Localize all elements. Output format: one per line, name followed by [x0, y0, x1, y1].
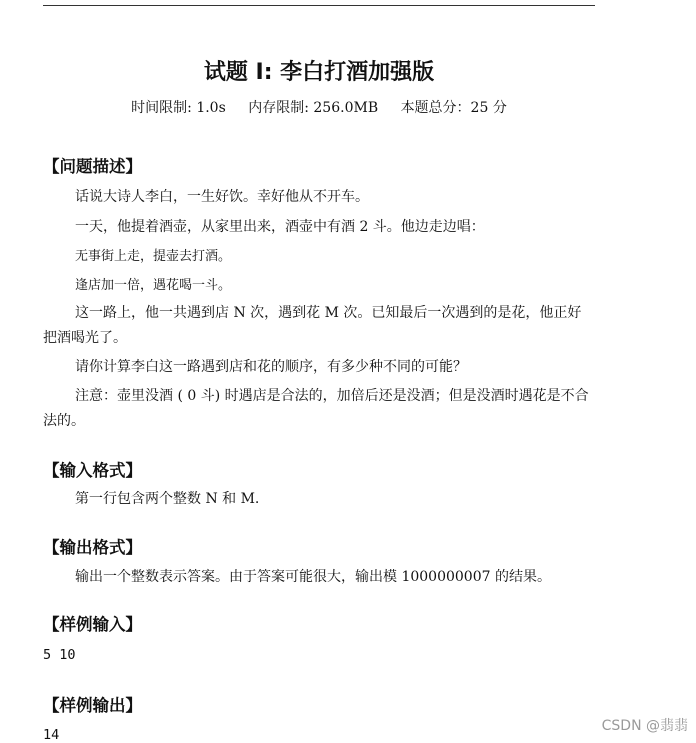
description-paragraph-1: 话说大诗人李白，一生好饮。幸好他从不开车。: [75, 189, 369, 205]
poem-line-1: 无事街上走，提壶去打酒。: [75, 249, 232, 264]
time-limit: 时间限制: 1.0s: [131, 100, 226, 116]
total-score: 本题总分：25 分: [400, 100, 507, 116]
sample-input-text: 5 10: [43, 647, 76, 663]
poem-line-2: 逢店加一倍，遇花喝一斗。: [75, 278, 232, 293]
sample-output-heading: 【样例输出】: [43, 696, 142, 715]
input-format-heading: 【输入格式】: [43, 461, 142, 480]
output-format-heading: 【输出格式】: [43, 538, 142, 557]
input-format-text: 第一行包含两个整数 N 和 M.: [75, 491, 260, 507]
memory-limit: 内存限制: 256.0MB: [248, 100, 379, 116]
description-paragraph-5: 注意：壶里没酒 ( 0 斗) 时遇店是合法的，加倍后还是没酒；但是没酒时遇花是不合法的。: [43, 388, 589, 429]
sample-output-text: 14: [43, 727, 60, 743]
problem-meta: [0, 97, 638, 117]
description-paragraph-3: 这一路上，他一共遇到店 N 次，遇到花 M 次。已知最后一次遇到的是花，他正好把酒喝光了。: [43, 305, 582, 346]
watermark: CSDN @翡翡: [601, 718, 688, 734]
description-paragraph-4: 请你计算李白这一路遇到店和花的顺序，有多少种不同的可能？: [75, 359, 467, 375]
description-heading: 【问题描述】: [43, 157, 142, 176]
page-title: 试题 I: 李白打酒加强版: [203, 60, 435, 85]
description-paragraph-2: 一天，他提着酒壶，从家里出来，酒壶中有酒 2 斗。他边走边唱：: [75, 219, 485, 235]
output-format-text: 输出一个整数表示答案。由于答案可能很大，输出模 1000000007 的结果。: [75, 569, 551, 585]
sample-input-heading: 【样例输入】: [43, 615, 142, 634]
top-rule: [43, 5, 595, 6]
